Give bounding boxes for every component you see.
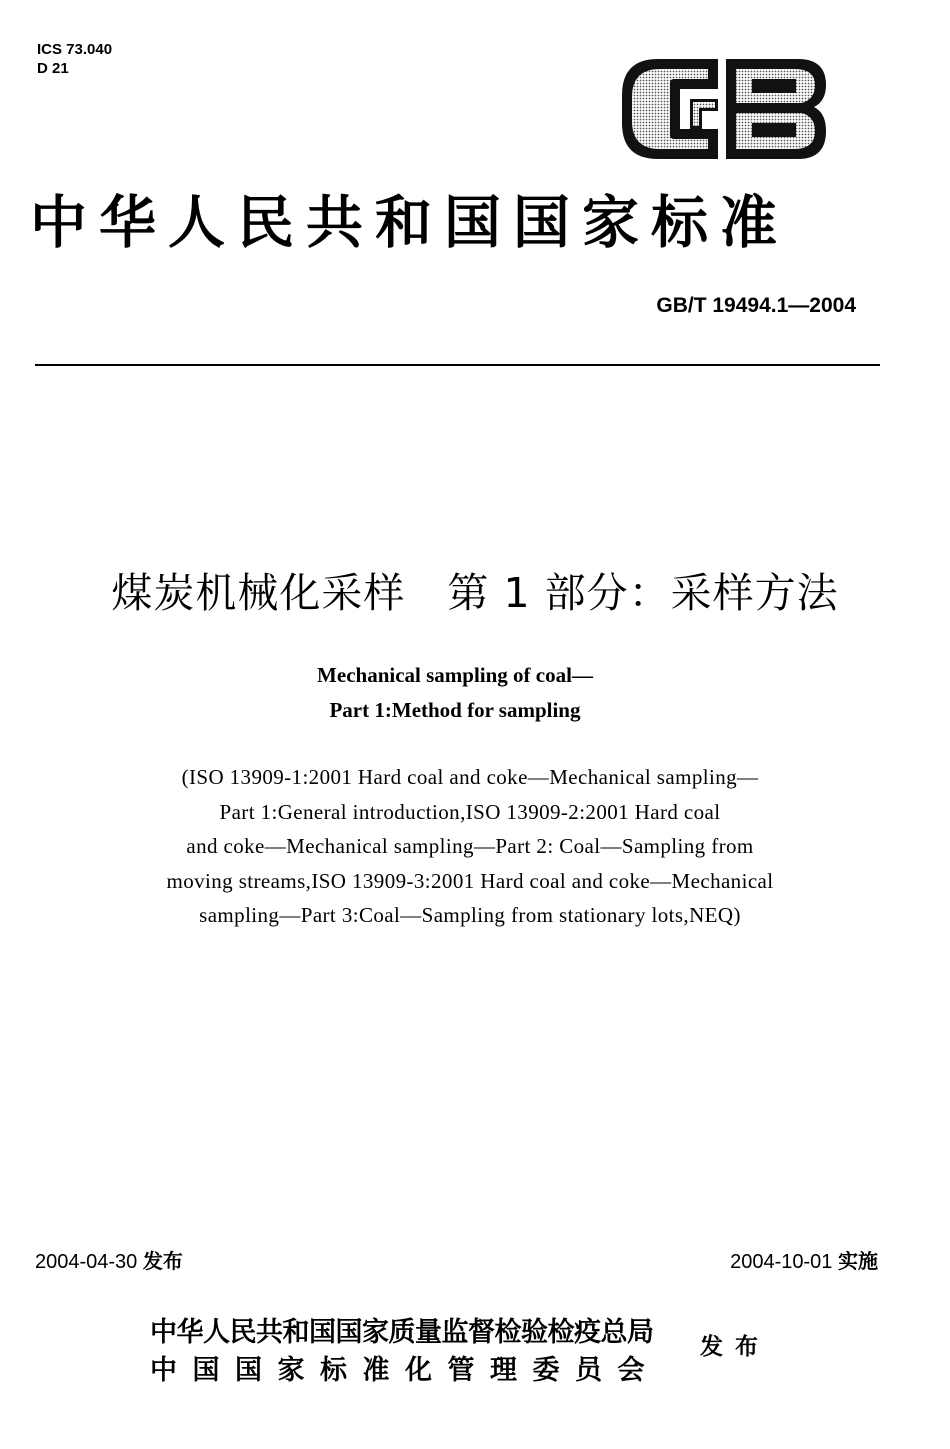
publish-label: 发布 xyxy=(700,1333,770,1360)
standard-number: GB/T 19494.1—2004 xyxy=(656,294,856,317)
ccs-code: D 21 xyxy=(37,60,69,77)
iso-reference-line: moving streams,ISO 13909-3:2001 Hard coal and coke—Mechanical xyxy=(166,868,774,893)
iso-reference xyxy=(80,760,860,933)
english-title xyxy=(0,658,910,728)
english-title-line-2: Part 1:Method for sampling xyxy=(329,698,581,722)
ics-code: ICS 73.040 xyxy=(37,41,113,58)
gb-logo xyxy=(618,55,830,163)
iso-reference-line: Part 1:General introduction,ISO 13909-2:2001 Hard coal xyxy=(219,799,721,824)
header-divider xyxy=(35,364,880,366)
standard-type-title: 中华人民共和国国家标准 xyxy=(30,189,789,256)
classification-codes xyxy=(37,40,112,78)
implement-label: 实施 xyxy=(838,1249,878,1273)
chinese-title: 煤炭机械化采样 第 1 部分：采样方法 xyxy=(111,569,839,617)
iso-reference-line: and coke—Mechanical sampling—Part 2: Coal—Sampling from xyxy=(186,834,754,858)
iso-reference-line: sampling—Part 3:Coal—Sampling from stationary lots,NEQ) xyxy=(199,903,741,927)
issue-date: 2004-04-30 xyxy=(35,1251,138,1273)
issue-label: 发布 xyxy=(142,1249,183,1273)
implement-date: 2004-10-01 xyxy=(730,1251,833,1273)
iso-reference-line: (ISO 13909-1:2001 Hard coal and coke—Mechanical sampling— xyxy=(181,765,759,789)
implement-date-block xyxy=(600,1245,878,1274)
issuer-sac: 中国国家标准化管理委员会 xyxy=(150,1355,660,1386)
english-title-line-1: Mechanical sampling of coal— xyxy=(317,663,593,687)
issue-date-block xyxy=(35,1245,183,1274)
issuer-aqsiq: 中华人民共和国国家质量监督检验检疫总局 xyxy=(150,1317,654,1348)
